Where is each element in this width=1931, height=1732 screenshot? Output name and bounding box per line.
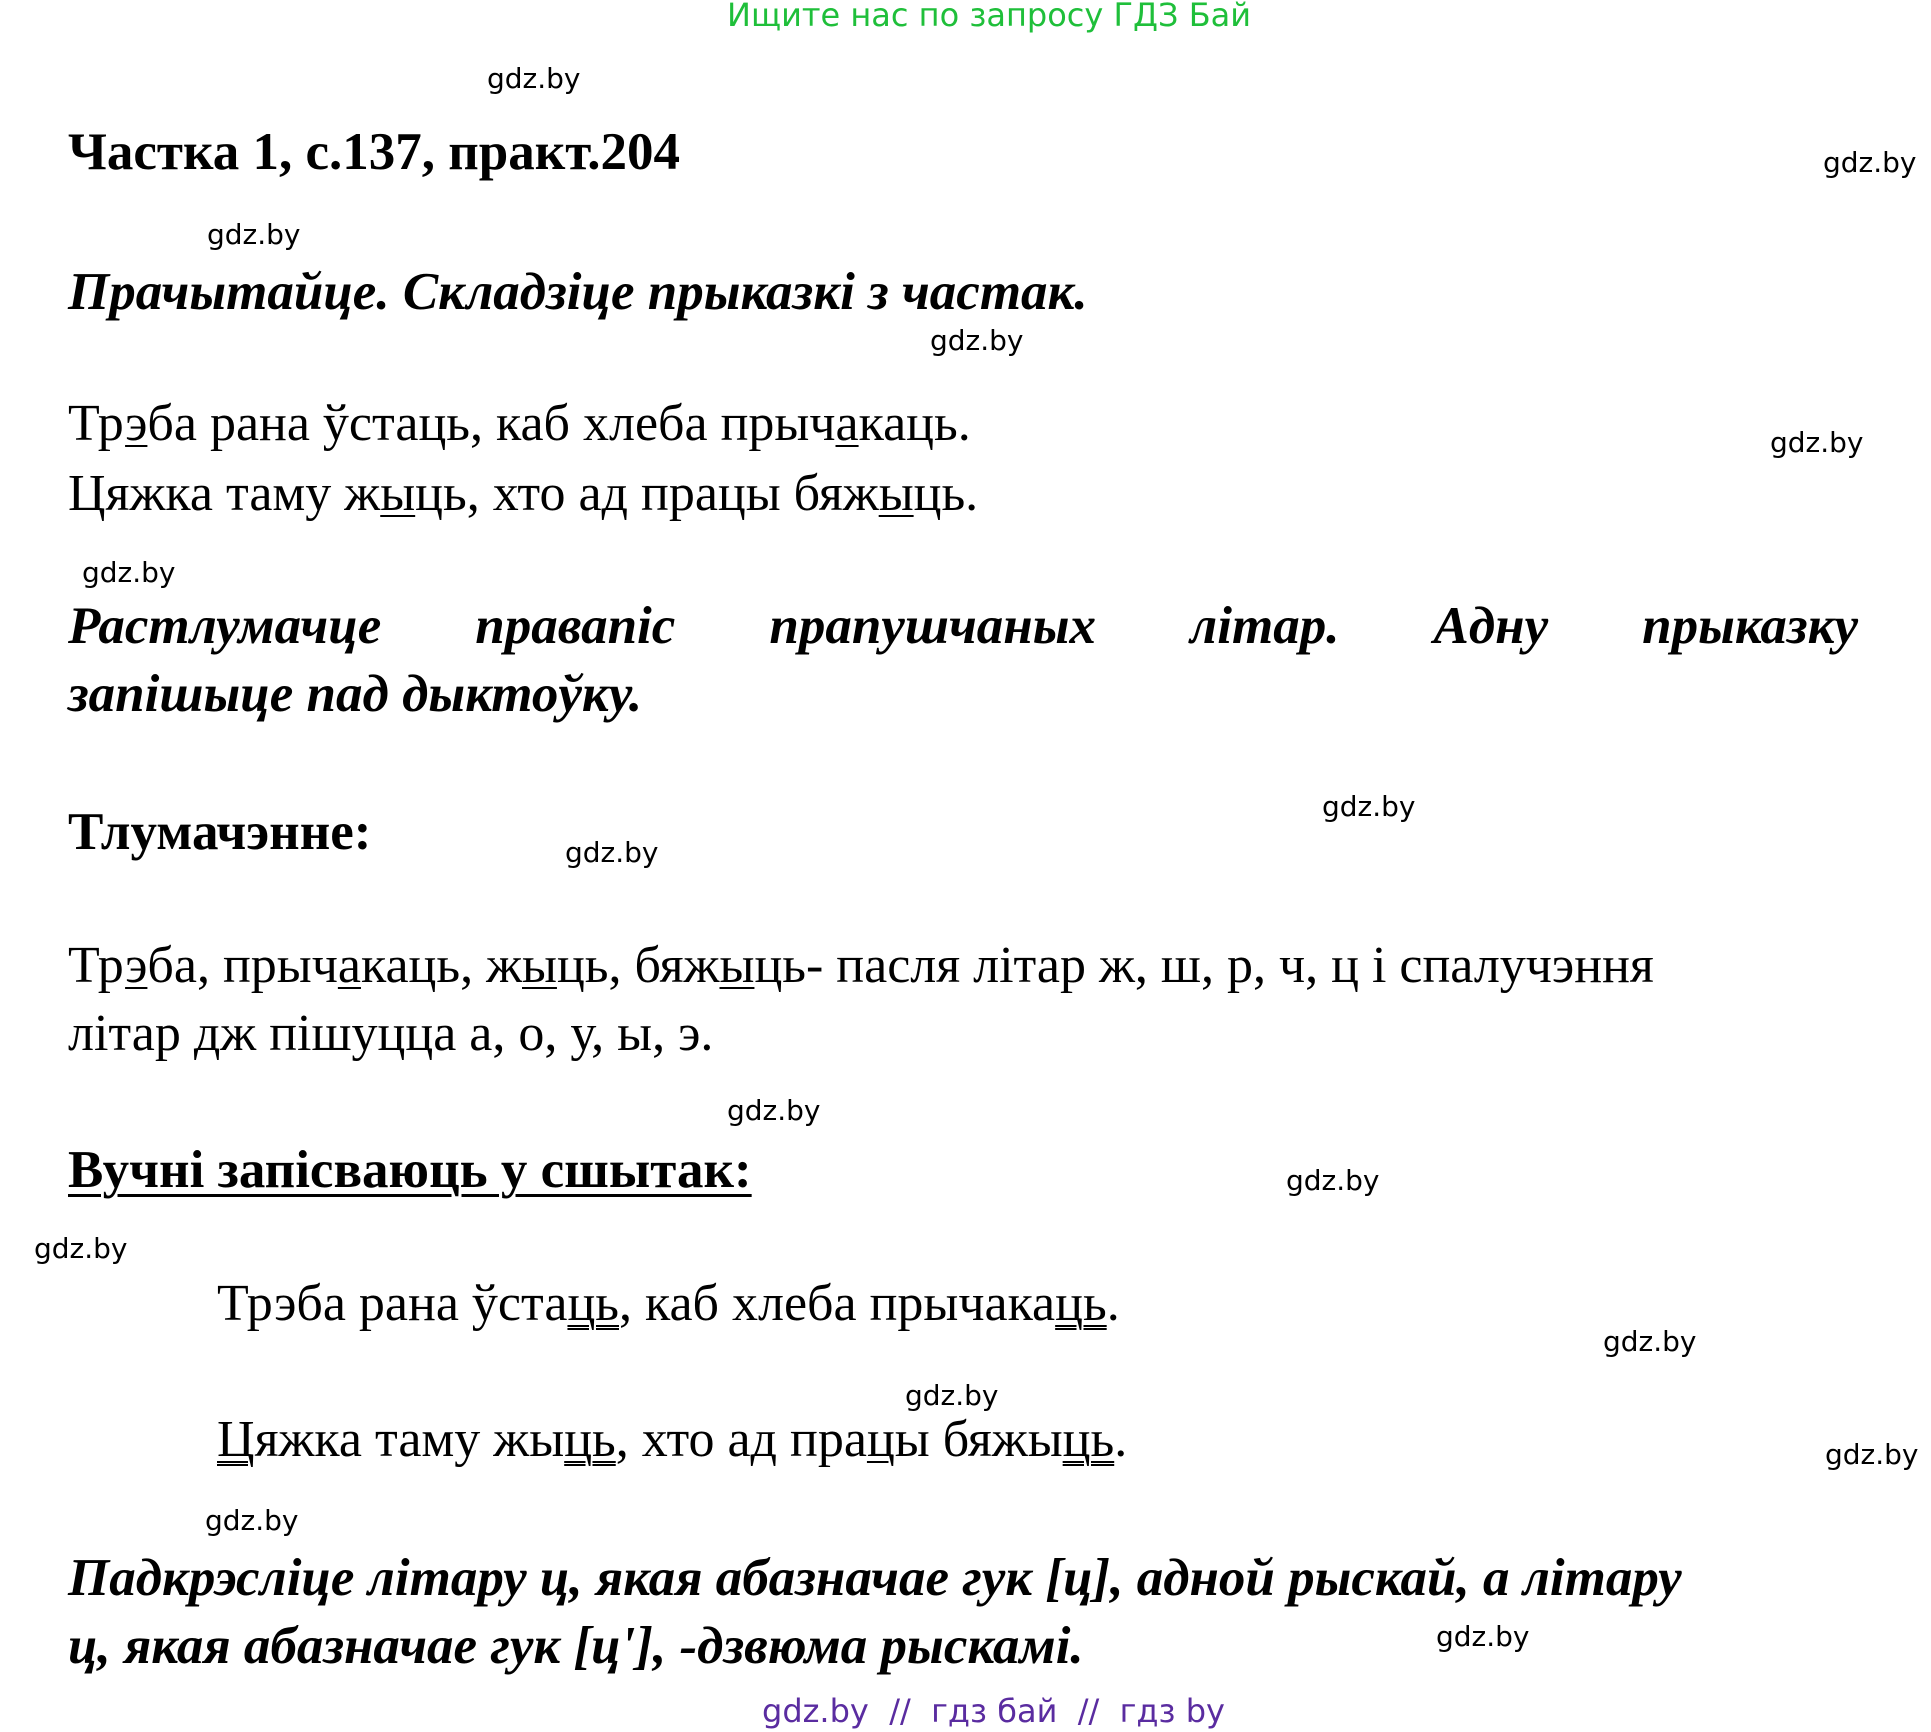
- search-banner: Ищите нас по запросу ГДЗ Бай: [727, 0, 1252, 34]
- watermark: gdz.by: [207, 218, 301, 251]
- watermark: gdz.by: [1770, 426, 1864, 459]
- explanation-line: Трэба, прычакаць, жыць, бяжыць- пасля літар ж, ш, р, ч, ц і спалучэння: [68, 937, 1654, 994]
- footer-links: gdz.by // гдз бай // гдз by: [762, 1692, 1225, 1730]
- notebook-line: Цяжка таму жыць, хто ад працы бяжыць.: [217, 1411, 1128, 1468]
- watermark: gdz.by: [487, 62, 581, 95]
- watermark: gdz.by: [1823, 146, 1917, 179]
- explanation-line: літар дж пішуцца а, о, у, ы, э.: [68, 1005, 714, 1062]
- task-instruction-explain: Растлумачце правапіс прапушчаных літар. Адну прыказку: [68, 597, 1858, 655]
- explanation-header: Тлумачэнне:: [68, 803, 372, 861]
- missing-letter: ы: [380, 465, 416, 522]
- watermark: gdz.by: [82, 556, 176, 589]
- notebook-header: Вучні запісваюць у сшытак:: [68, 1141, 752, 1199]
- watermark: gdz.by: [930, 324, 1024, 357]
- notebook-line: Трэба рана ўстаць, каб хлеба прычакаць.: [217, 1275, 1120, 1332]
- watermark: gdz.by: [34, 1232, 128, 1265]
- watermark: gdz.by: [727, 1094, 821, 1127]
- proverb-line: Цяжка таму жыць, хто ад працы бяжыць.: [68, 465, 979, 522]
- missing-letter: а: [835, 395, 859, 452]
- watermark: gdz.by: [565, 836, 659, 869]
- task-instruction-underline-cont: ц, якая абазначае гук [ц'], -дзвюма рыскамі.: [68, 1617, 1084, 1675]
- task-instruction-read: Прачытайце. Складзіце прыказкі з частак.: [68, 263, 1088, 321]
- watermark: gdz.by: [205, 1504, 299, 1537]
- missing-letter: ы: [878, 465, 914, 522]
- watermark: gdz.by: [1825, 1438, 1919, 1471]
- watermark: gdz.by: [1436, 1620, 1530, 1653]
- watermark: gdz.by: [905, 1379, 999, 1412]
- task-instruction-explain-cont: запішыце пад дыктоўку.: [68, 665, 643, 723]
- watermark: gdz.by: [1322, 790, 1416, 823]
- task-instruction-underline: Падкрэсліце літару ц, якая абазначае гук [ц], адной рыскай, а літару: [68, 1549, 1682, 1607]
- missing-letter: э: [125, 395, 148, 452]
- watermark: gdz.by: [1286, 1164, 1380, 1197]
- page-title: Частка 1, с.137, практ.204: [68, 123, 681, 181]
- proverb-line: Трэба рана ўстаць, каб хлеба прычакаць.: [68, 395, 971, 452]
- watermark: gdz.by: [1603, 1325, 1697, 1358]
